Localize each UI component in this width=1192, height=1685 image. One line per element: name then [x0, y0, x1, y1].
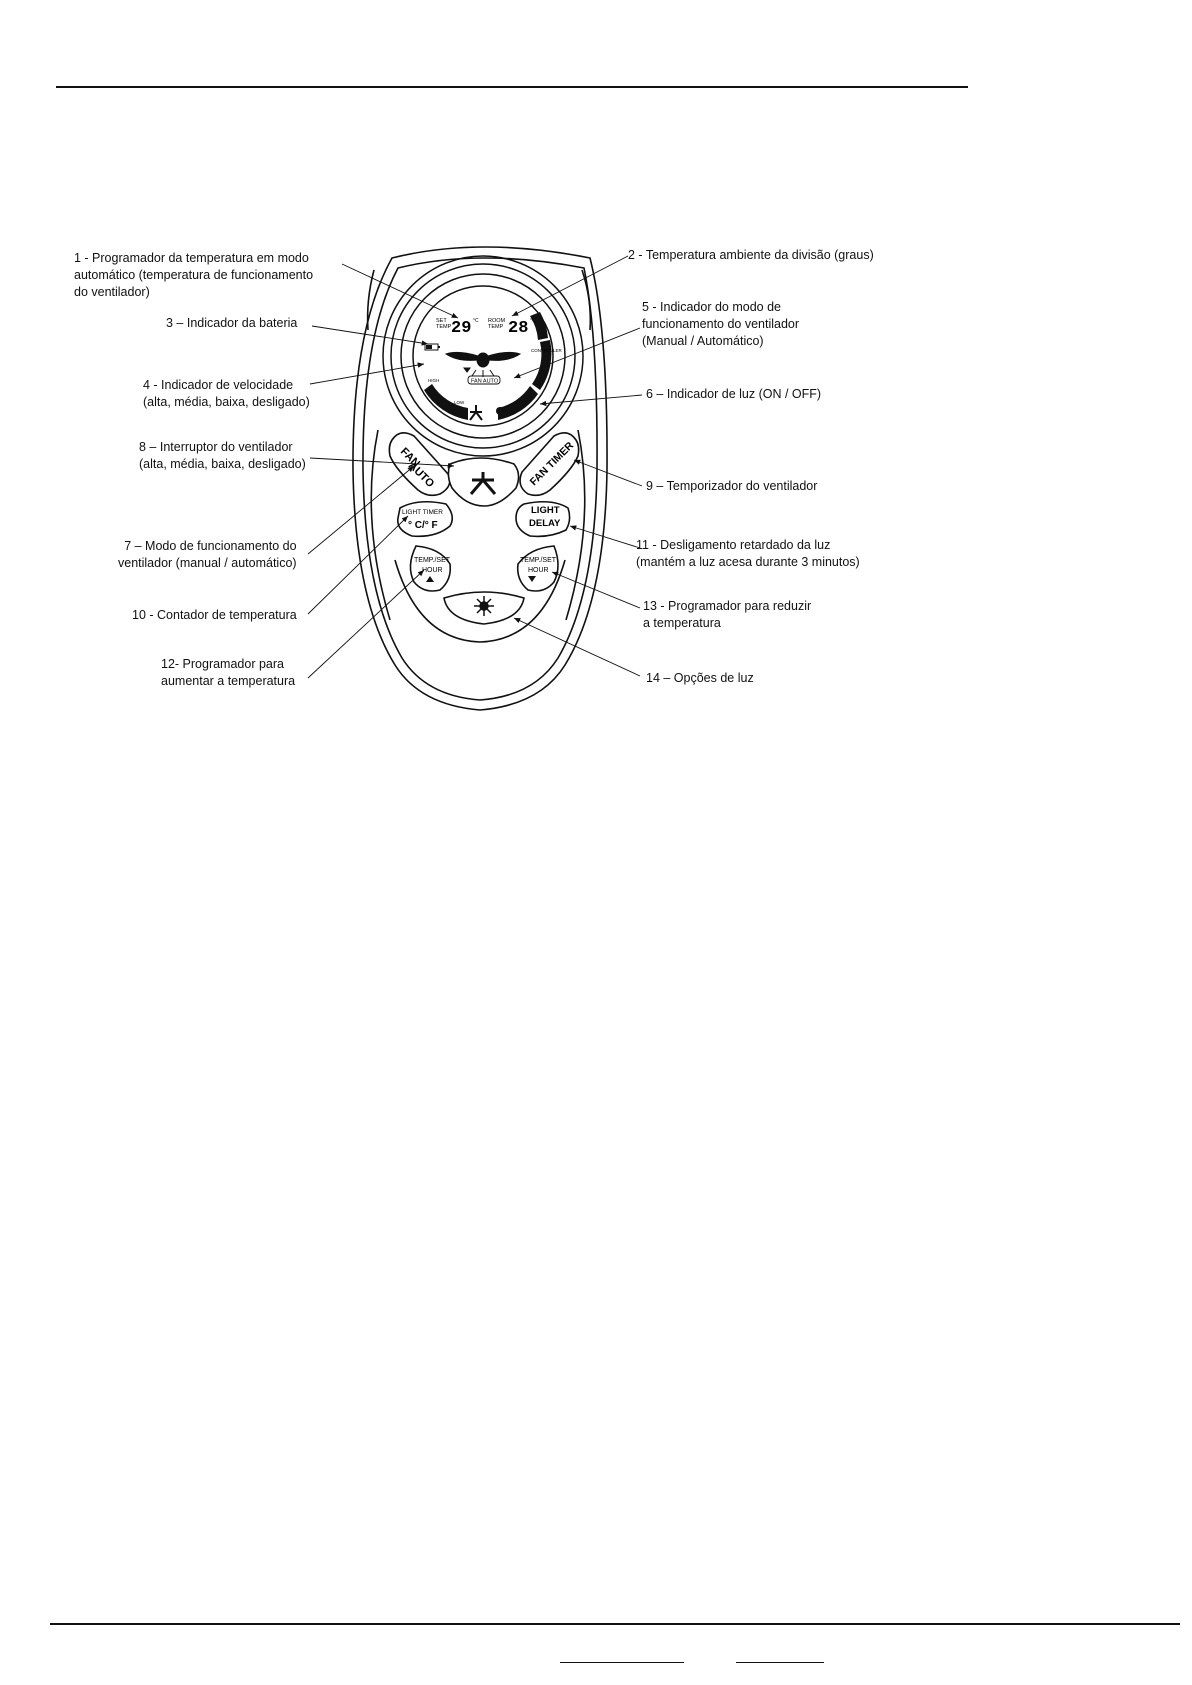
fan-auto-label-2: AUTO	[405, 459, 437, 491]
light-options-button[interactable]	[444, 592, 524, 624]
light-delay-label-2: DELAY	[529, 518, 561, 529]
room-temp-unit: °C	[530, 318, 536, 324]
battery-icon	[425, 344, 440, 350]
room-temp-label-2: TEMP	[488, 324, 504, 330]
callout-5: 5 - Indicador do modo de funcionamento do ventilador (Manual / Automático)	[642, 300, 800, 348]
speed-hi-label: HIGH	[428, 378, 440, 383]
temp-set-up-label-2: HOUR	[422, 567, 443, 574]
fan-auto-label-1: FAN	[397, 445, 422, 470]
celsius-fahrenheit-label: ° C/° F	[408, 520, 438, 531]
room-temp-value: 28	[508, 319, 529, 338]
set-temp-label: SET	[436, 318, 447, 324]
fan-auto-badge-label: FAN AUTO	[471, 378, 499, 385]
light-delay-label-1: LIGHT	[531, 505, 560, 516]
callout-6: 6 – Indicador de luz (ON / OFF)	[646, 387, 822, 401]
fan-timer-label: FAN TIMER	[527, 439, 577, 489]
mode-side-label: CONTROLLER	[531, 348, 562, 353]
temp-set-up-button[interactable]	[410, 546, 450, 591]
callout-11: 11 - Desligamento retardado da luz (mantém a luz acesa durante 3 minutos)	[636, 538, 860, 569]
callout-2: 2 - Temperatura ambiente da divisão (graus)	[628, 248, 874, 262]
light-timer-button[interactable]	[398, 502, 452, 537]
callout-9: 9 – Temporizador do ventilador	[646, 479, 818, 493]
temp-set-up-label-1: TEMP./SET	[414, 557, 451, 564]
speed-lo-label: LOW	[454, 400, 465, 405]
footer-line-1	[560, 1662, 684, 1663]
callout-8: 8 – Interruptor do ventilador (alta, média, baixa, desligado)	[139, 440, 306, 471]
fan-graphic	[446, 352, 520, 377]
set-temp-label-2: TEMP	[436, 324, 452, 330]
bottom-rule	[50, 1623, 1180, 1625]
callout-13: 13 - Programador para reduzir a temperatura	[643, 599, 812, 630]
temp-set-down-button[interactable]	[518, 546, 558, 591]
callout-10: 10 - Contador de temperatura	[132, 608, 297, 622]
light-timer-label: LIGHT TIMER	[402, 509, 443, 516]
temp-set-down-label-1: TEMP./SET	[520, 557, 557, 564]
light-burst-icon	[474, 596, 494, 616]
light-delay-button[interactable]	[516, 502, 570, 537]
callout-4: 4 - Indicador de velocidade (alta, média, baixa, desligado)	[143, 378, 310, 409]
temp-set-down-label-2: HOUR	[528, 567, 549, 574]
set-temp-value: 29	[451, 319, 472, 338]
callout-14: 14 – Opções de luz	[646, 671, 754, 685]
callout-7: 7 – Modo de funcionamento do ventilador (manual / automático)	[118, 539, 297, 570]
callout-3: 3 – Indicador da bateria	[166, 316, 298, 330]
callout-1: 1 - Programador da temperatura em modo automático (temperatura de funcionamento do ventilador)	[74, 251, 314, 299]
callout-12: 12- Programador para aumentar a temperatura	[161, 657, 296, 688]
room-temp-label: ROOM	[488, 318, 506, 324]
footer-line-2	[736, 1662, 824, 1663]
fan-timer-button[interactable]	[520, 433, 579, 496]
fan-icon	[470, 405, 482, 420]
fan-speed-button[interactable]	[448, 458, 518, 506]
set-temp-unit: °C	[473, 318, 479, 324]
